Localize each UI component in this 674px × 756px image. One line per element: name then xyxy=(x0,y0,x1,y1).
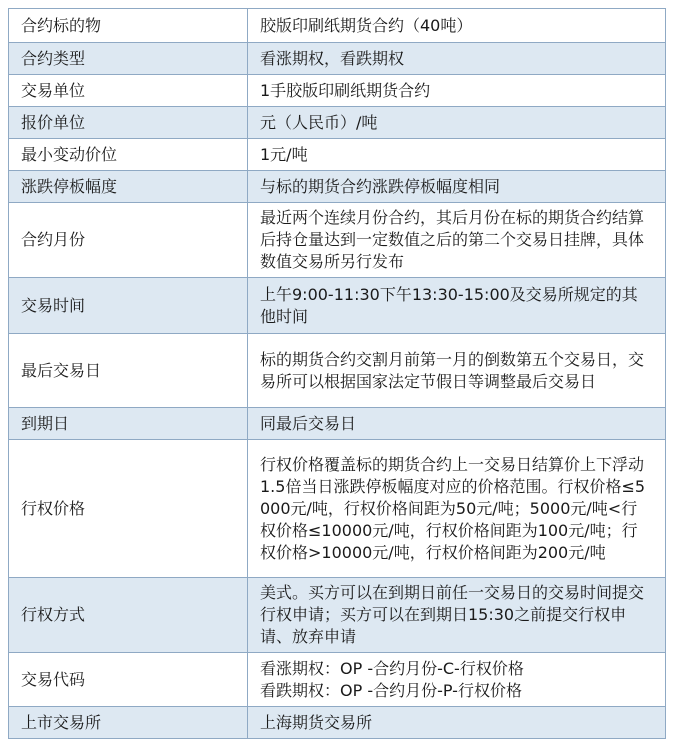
row-value: 标的期货合约交割月前第一月的倒数第五个交易日，交易所可以根据国家法定节假日等调整最后交易日 xyxy=(248,334,666,408)
row-label: 涨跌停板幅度 xyxy=(9,171,248,203)
table-row xyxy=(9,139,666,171)
table-row xyxy=(9,578,666,653)
table-row xyxy=(9,653,666,707)
row-label: 交易代码 xyxy=(9,653,248,707)
row-label: 行权价格 xyxy=(9,440,248,578)
row-label: 合约月份 xyxy=(9,203,248,278)
row-label: 最小变动价位 xyxy=(9,139,248,171)
row-value: 最近两个连续月份合约，其后月份在标的期货合约结算后持仓量达到一定数值之后的第二个交易日挂牌，具体数值交易所另行发布 xyxy=(248,203,666,278)
row-value: 上海期货交易所 xyxy=(248,707,666,739)
row-value: 与标的期货合约涨跌停板幅度相同 xyxy=(248,171,666,203)
row-value: 看涨期权，看跌期权 xyxy=(248,43,666,75)
table-row xyxy=(9,43,666,75)
row-label: 合约标的物 xyxy=(9,9,248,43)
row-value: 元（人民币）/吨 xyxy=(248,107,666,139)
table-row xyxy=(9,278,666,334)
table-row xyxy=(9,75,666,107)
row-label: 报价单位 xyxy=(9,107,248,139)
row-label: 交易单位 xyxy=(9,75,248,107)
table-row xyxy=(9,171,666,203)
row-value: 1元/吨 xyxy=(248,139,666,171)
row-label: 行权方式 xyxy=(9,578,248,653)
row-label: 到期日 xyxy=(9,408,248,440)
row-value: 行权价格覆盖标的期货合约上一交易日结算价上下浮动1.5倍当日涨跌停板幅度对应的价格范围。行权价格≤5000元/吨，行权价格间距为50元/吨；5000元/吨<行权价格≤10000元/吨，行权价格间距为100元/吨；行权价格>10000元/吨，行权价格间距为200元/吨 xyxy=(248,440,666,578)
row-value: 看涨期权：OP -合约月份-C-行权价格 看跌期权：OP -合约月份-P-行权价格 xyxy=(248,653,666,707)
row-label: 合约类型 xyxy=(9,43,248,75)
row-value: 上午9:00-11:30下午13:30-15:00及交易所规定的其他时间 xyxy=(248,278,666,334)
table-row xyxy=(9,408,666,440)
row-value: 同最后交易日 xyxy=(248,408,666,440)
row-label: 交易时间 xyxy=(9,278,248,334)
row-value: 1手胶版印刷纸期货合约 xyxy=(248,75,666,107)
table-row xyxy=(9,707,666,739)
table-row xyxy=(9,9,666,43)
row-value: 美式。买方可以在到期日前任一交易日的交易时间提交行权申请；买方可以在到期日15:30之前提交行权申请、放弃申请 xyxy=(248,578,666,653)
row-value: 胶版印刷纸期货合约（40吨） xyxy=(248,9,666,43)
table-row xyxy=(9,107,666,139)
contract-spec-table xyxy=(8,8,666,739)
table-row xyxy=(9,440,666,578)
table-row xyxy=(9,203,666,278)
row-label: 上市交易所 xyxy=(9,707,248,739)
row-label: 最后交易日 xyxy=(9,334,248,408)
table-row xyxy=(9,334,666,408)
